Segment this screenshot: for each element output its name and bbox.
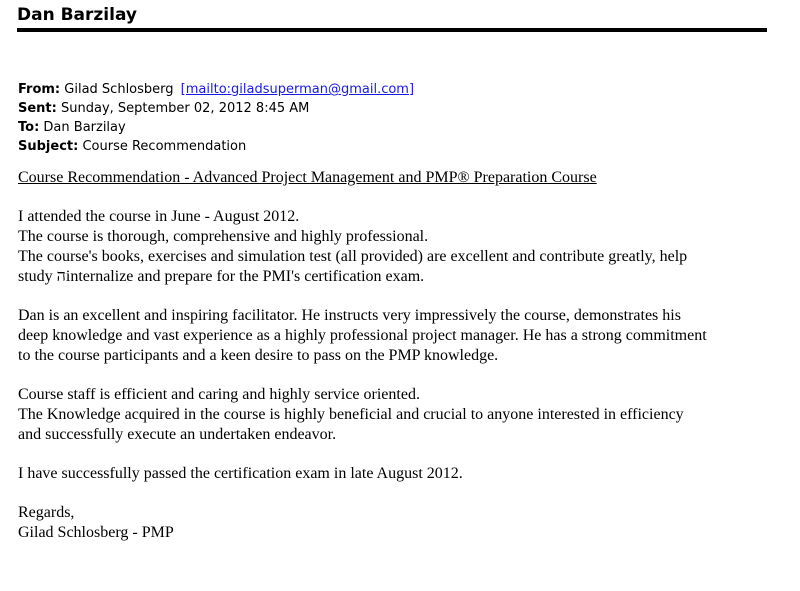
sent-value: Sunday, September 02, 2012 8:45 AM	[61, 101, 310, 116]
to-row	[18, 118, 414, 137]
header-divider	[17, 28, 767, 32]
sent-row	[18, 99, 414, 118]
paragraph-facilitator	[18, 306, 778, 366]
closing: Regards,	[18, 504, 75, 521]
paragraph-course-experience	[18, 207, 778, 287]
body-line: Dan is an excellent and inspiring facilitator. He instructs very impressively the course, demonstrates his	[18, 307, 681, 324]
body-line: to the course participants and a keen desire to pass on the PMP knowledge.	[18, 347, 499, 364]
subject-label: Subject:	[18, 139, 79, 154]
body-line: study הinternalize and prepare for the PMI's certification exam.	[18, 268, 425, 285]
body-subject-line: Course Recommendation - Advanced Project Management and PMP® Preparation Course	[18, 169, 597, 186]
to-value: Dan Barzilay	[43, 120, 126, 135]
body-line: Course staff is efficient and caring and highly service oriented.	[18, 386, 420, 403]
from-label: From:	[18, 82, 61, 97]
body-line: The Knowledge acquired in the course is highly beneficial and crucial to anyone interested in efficiency	[18, 406, 684, 423]
subject-value: Course Recommendation	[82, 139, 247, 154]
signature-name: Gilad Schlosberg - PMP	[18, 524, 174, 541]
from-name: Gilad Schlosberg	[64, 82, 174, 97]
paragraph-staff	[18, 385, 778, 445]
body-line: The course is thorough, comprehensive and highly professional.	[18, 228, 429, 245]
email-body	[18, 168, 778, 543]
from-row	[18, 80, 414, 99]
sender-email-link[interactable]: [mailto:giladsuperman@gmail.com]	[180, 82, 415, 97]
mailbox-owner-header	[17, 4, 767, 32]
body-line: I attended the course in June - August 2012.	[18, 208, 300, 225]
email-headers	[18, 80, 414, 156]
subject-row	[18, 137, 414, 156]
paragraph-exam-result	[18, 464, 778, 484]
sent-label: Sent:	[18, 101, 57, 116]
to-label: To:	[18, 120, 40, 135]
body-line: and successfully execute an undertaken endeavor.	[18, 426, 337, 443]
signature-block	[18, 503, 778, 543]
body-line: deep knowledge and vast experience as a highly professional project manager. He has a strong commitment	[18, 327, 707, 344]
mailbox-owner-name: Dan Barzilay	[17, 5, 137, 25]
body-line: The course's books, exercises and simulation test (all provided) are excellent and contribute greatly, help	[18, 248, 688, 265]
body-line: I have successfully passed the certification exam in late August 2012.	[18, 465, 463, 482]
